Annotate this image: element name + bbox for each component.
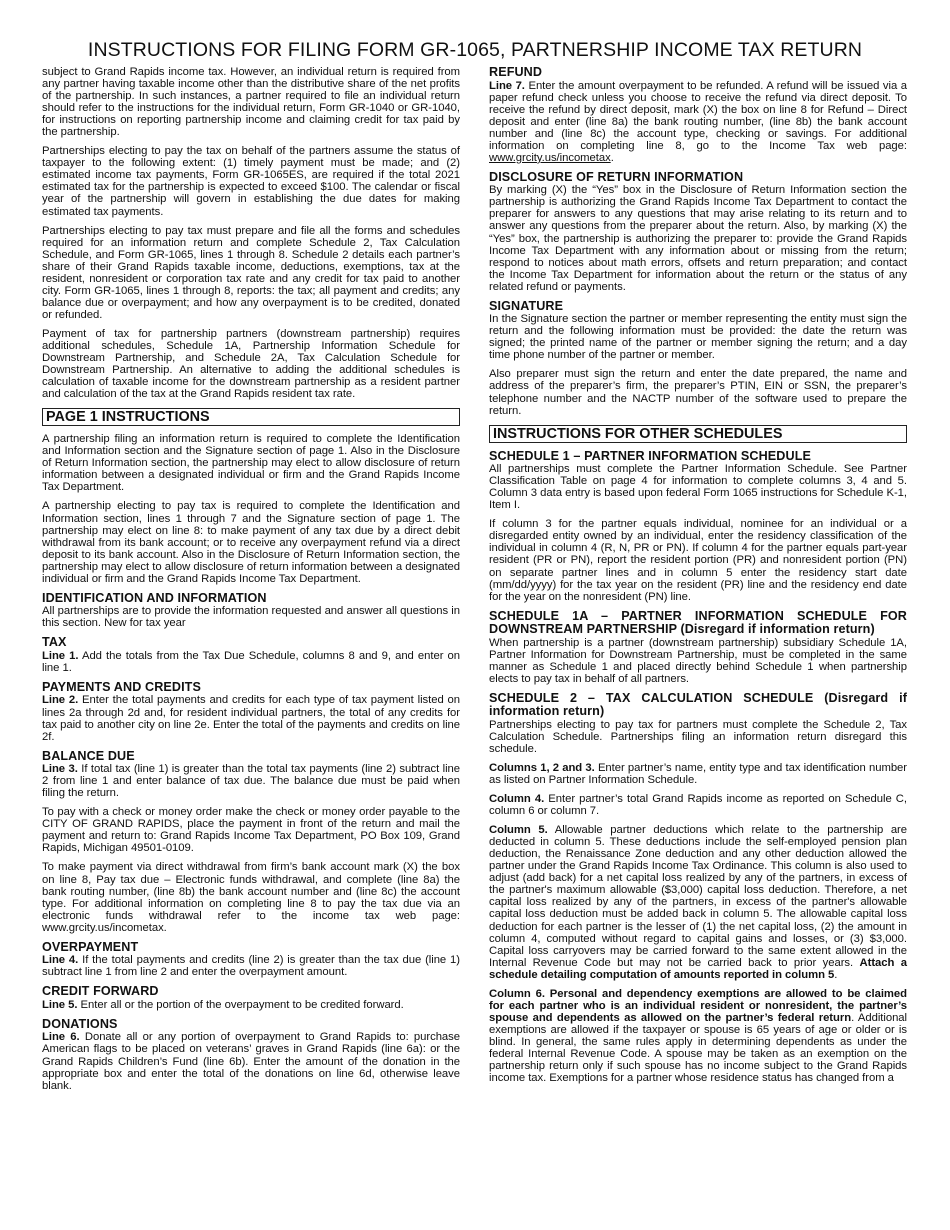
schedule2-heading: SCHEDULE 2 – TAX CALCULATION SCHEDULE (Disregard if information return) — [489, 690, 907, 719]
schedule1a-heading: SCHEDULE 1A – PARTNER INFORMATION SCHEDULE FOR DOWNSTREAM PARTNERSHIP (Disregard if information return) — [489, 608, 907, 637]
column5-end: . — [834, 968, 838, 981]
right-column — [489, 66, 907, 1091]
line1-text: Add the totals from the Tax Due Schedule, columns 8 and 9, and enter on line 1. — [42, 649, 460, 674]
intro-paragraph-3: Partnerships electing to pay tax must prepare and file all the forms and schedules required for an information return and complete Schedule 2, Tax Calculation Schedule, and Form GR-1065, lines 1 through 8. Schedule 2 details each partner’s share of their Grand Rapids taxable income, deductions, exemptions, tax at the resident, nonresident or corporation tax rate and any credit for tax paid to another city. Form GR-1065, lines 1 through 8, reports: the tax; all payment and credits; any balance due or overpayment; and how any overpayment is to be credited, donated or refunded. — [42, 224, 460, 321]
intro-paragraph-1: subject to Grand Rapids income tax. However, an individual return is required from any partner having taxable income other than the distributive share of the net profits of the partnership. In such instances, a partner required to file an individual return should refer to the instructions for the individual return, Form GR-1040 or GR-1040, for instructions on reporting partnership income and claiming credit for tax paid by the partnership. — [42, 66, 460, 139]
balance-withdrawal-text: To make payment via direct withdrawal from firm’s bank account mark (X) the box on line 8, Pay tax due – Electronic funds withdrawal, and complete (line 8a) the bank routing number, (line 8b) the bank account number and (line 8c) the account type. For additional information on completing line 8 to pay the tax due via an electronic funds withdrawal refer to the income tax web page: www.grcity.us/incometax. — [42, 861, 460, 934]
page-title: INSTRUCTIONS FOR FILING FORM GR-1065, PARTNERSHIP INCOME TAX RETURN — [87, 39, 863, 61]
refund-text — [489, 80, 907, 164]
signature-text: In the Signature section the partner or member representing the entity must sign the return and the following information must be provided: the date the return was signed; the printed name of the partner or member signing the return; and a day time phone number of the partner or member. — [489, 313, 907, 362]
balance-text — [42, 763, 460, 799]
left-column — [42, 66, 460, 1099]
income-tax-web-link[interactable]: www.grcity.us/incometax — [489, 151, 611, 164]
line6-label: Line 6. — [42, 1031, 80, 1044]
overpayment-heading: OVERPAYMENT — [42, 939, 139, 954]
balance-check-text: To pay with a check or money order make the check or money order payable to the CITY OF GRAND RAPIDS, place the payment in front of the return and mail the payment and return to: Grand Rapids Income Tax Department, PO Box 109, Grand Rapids, Michigan 49501-0109. — [42, 806, 460, 855]
balance-due-heading: BALANCE DUE — [42, 748, 135, 763]
line7-text: Enter the amount overpayment to be refunded. A refund will be issued via a paper refund check unless you choose to receive the refund via direct deposit. To receive the refund by direct deposit, mark (X) the box on line 8 for Refund – Direct deposit and enter (line 8a) the bank routing number, (line 8b) the bank account number and (line 8c) the account type, checking or savings. For additional information on completing line 8, go to the Income Tax web page: — [489, 79, 907, 152]
column5-attach-note: Attach a schedule detailing computation of amounts reported in column 5 — [489, 956, 907, 981]
page1-instructions-heading: PAGE 1 INSTRUCTIONS — [42, 408, 460, 426]
schedule1-heading: SCHEDULE 1 – PARTNER INFORMATION SCHEDULE — [489, 448, 811, 463]
line6-text: Donate all or any portion of overpayment to Grand Rapids to: purchase American flags to be placed on veterans’ graves in Grand Rapids (line 6a): or the Grand Rapids Children’s Fund (line 6b). Enter the amount of the donation in the appropriate box and enter the total of the donations on line 6d, otherwise leave blank. — [42, 1031, 460, 1092]
credit-forward-heading: CREDIT FORWARD — [42, 984, 159, 999]
identification-heading: IDENTIFICATION AND INFORMATION — [42, 590, 267, 605]
signature-heading: SIGNATURE — [489, 298, 564, 313]
payments-text — [42, 694, 460, 742]
intro-paragraph-2: Partnerships electing to pay the tax on behalf of the partners assume the status of taxpayer to the following extent: (1) timely payment must be made; and (2) estimated income tax payments, Form GR-1065ES, are required if the total 2021 estimated tax for the partnership is expected to exceed $100. The calendar or fiscal year of the partnership will govern in establishing the due dates for making estimated tax payments. — [42, 145, 460, 218]
column5-body: Allowable partner deductions which relate to the partnership are deducted in column 5. These deductions include the self-employed pension plan deduction, the Renaissance Zone deduction and any other deduction allowed the partner under the Grand Rapids Income Tax Ordinance. This column is also used to adjust (add back) for a net capital loss realized by any of the partners, in excess of the partner's maximum allowable ($3,000) capital loss deduction. Therefore, a net capital loss realized by any of the partners, in excess of the partner's allowable capital loss deduction must be added back in column 5. The allowable capital loss deduction for each partner is the lesser of (1) the net capital loss, (2) the amount in column 4, computed without regard to capital gains and losses, or (3) $3,000. Capital loss carryovers may be carried forward to the same extent allowed in the Internal Revenue Code but may not be carried back to prior years. — [489, 824, 908, 969]
line4-label: Line 4. — [42, 954, 79, 967]
credit-forward-text — [42, 999, 460, 1011]
overpayment-text — [42, 954, 460, 978]
payments-heading: PAYMENTS AND CREDITS — [42, 679, 201, 694]
schedule2-text: Partnerships electing to pay tax for partners must complete the Schedule 2, Tax Calculation Schedule. Partnerships filing an information return disregard this schedule. — [489, 718, 907, 755]
column5-label: Column 5. — [489, 824, 548, 837]
line1-label: Line 1. — [42, 649, 79, 662]
line5-label: Line 5. — [42, 998, 78, 1011]
columns-1-2-3-body: Enter partner’s name, entity type and tax identification number as listed on Partner Information Schedule. — [489, 761, 907, 787]
line7-end: . — [610, 151, 614, 164]
line2-text: Enter the total payments and credits for each type of tax payment listed on lines 2a through 2d and, for resident individual partners, the total of any credits for tax paid to another city on line 2e. Enter the total of the payments and credits on line 2f. — [42, 694, 460, 743]
line5-text: Enter all or the portion of the overpayment to be credited forward. — [77, 998, 404, 1011]
refund-heading: REFUND — [489, 65, 543, 79]
donations-text — [42, 1031, 460, 1091]
line7-label: Line 7. — [489, 79, 525, 92]
column4-body: Enter partner’s total Grand Rapids income as reported on Schedule C, column 6 or column 7. — [489, 793, 907, 818]
columns-1-2-3-text — [489, 762, 907, 786]
intro-paragraph-4: Payment of tax for partnership partners (downstream partnership) requires additional schedules, Schedule 1A, Partnership Information Schedule for Downstream Partnership, and Schedule 2A, Tax Calculation Schedule for Downstream Partnership. An alternative to adding the additional schedules is calculation of taxable income for the downstream partnership as a resident partner and calculation of the tax at the Grand Rapids resident tax rate. — [42, 327, 460, 401]
line3-text: If total tax (line 1) is greater than the total tax payments (line 2) subtract line 2 from line 1 and enter balance of tax due. The balance due must be paid when filing the return. — [42, 763, 460, 800]
tax-heading: TAX — [42, 635, 67, 650]
other-schedules-heading: INSTRUCTIONS FOR OTHER SCHEDULES — [489, 425, 907, 443]
line4-text: If the total payments and credits (line 2) is greater than the tax due (line 1) subtract line 1 from line 2 and enter the overpayment amount. — [42, 954, 460, 979]
columns-1-2-3-label: Columns 1, 2 and 3. — [489, 761, 595, 774]
column5-text — [489, 824, 907, 981]
line3-label: Line 3. — [42, 763, 78, 776]
column4-text — [489, 793, 907, 817]
donations-heading: DONATIONS — [42, 1016, 118, 1031]
column6-label: Column 6. Personal and dependency exemptions are allowed to be claimed for each partner who is an individual resident or nonresident, the partner’s spouse and dependents as allowed on the partner’s federal return — [489, 987, 907, 1024]
disclosure-heading: DISCLOSURE OF RETURN INFORMATION — [489, 169, 744, 184]
disclosure-text: By marking (X) the “Yes” box in the Disclosure of Return Information section the partnership is authorizing the Grand Rapids Income Tax Department to contact the preparer for answers to any questions that may arise relating to its return and to answer any questions from the preparer about the return. Also, by marking (X) the “Yes” box, the partnership is authorizing the preparer to: provide the Grand Rapids Income Tax Department with any information about or missing from the return; respond to notices about math errors, offsets and return preparation; and contact the Income Tax Department for information about the return or the status of any related refund or payments. — [489, 184, 907, 293]
column4-label: Column 4. — [489, 793, 545, 806]
schedule1-text: All partnerships must complete the Partner Information Schedule. See Partner Classification Table on page 4 for information to complete columns 3, 4 and 5. Column 3 data entry is based upon federal Form 1065 instructions for Schedule K-1, Item I. — [489, 463, 907, 512]
column6-body: . Additional exemptions are allowed if the taxpayer or spouse is 65 years of age or older or is blind. In general, the same rules apply in determining dependents as under the federal Internal Revenue Code. A spouse may be taken as an exemption on the partnership return only if such spouse has no income subject to the Grand Rapids income tax. Exemptions for a partner whose residence status has changed from a — [489, 1011, 907, 1085]
tax-text — [42, 650, 460, 674]
schedule1-residency-text: If column 3 for the partner equals individual, nominee for an individual or a disregarded entity owned by an individual, enter the residency classification of the individual in column 4 (R, N, PR or PN). If column 4 for the partner equals part-year resident (PR or PN), report the resident portion (PR) and nonresident portion (PN) on separate partner lines and in column 5 enter the residency start date (mm/dd/yyyy) for the tax year on the resident (PR) line and the residency end date for the year on the nonresident (PN) line. — [489, 518, 907, 603]
column6-text — [489, 988, 907, 1084]
preparer-signature-text: Also preparer must sign the return and enter the date prepared, the name and address of the preparer’s firm, the preparer’s PTIN, EIN or SSN, the preparer’s telephone number and the NACTP number of the software used to prepare the return. — [489, 368, 907, 417]
page1-paragraph-1: A partnership filing an information return is required to complete the Identification and Information section and the Signature section of page 1. Also in the Disclosure of Return Information section, the partnership may elect to allow disclosure of return information between a designated individual or firm and the Grand Rapids Income Tax Department. — [42, 433, 460, 494]
page1-paragraph-2: A partnership electing to pay tax is required to complete the Identification and Information section, lines 1 through 7 and the Signature section of page 1. The partnership may elect on line 8: to make payment of any tax due by a direct debit withdrawal from its bank account; or to receive any overpayment refund via a direct deposit to its bank account. Also in the Disclosure of Return Information section, the partnership may elect to allow disclosure of return information between a designated individual or firm and the Grand Rapids Income Tax Department. — [42, 500, 460, 585]
line2-label: Line 2. — [42, 694, 79, 707]
schedule1a-text: When partnership is a partner (downstream partnership) subsidiary Schedule 1A, Partner Information for Downstream Partnership, must be completed in the same manner as Schedule 1 and placed directly behind Schedule 1 when partnership elects to pay tax in behalf of all partners. — [489, 636, 907, 685]
identification-text: All partnerships are to provide the information requested and answer all questions in this section. New for tax year — [42, 605, 460, 630]
